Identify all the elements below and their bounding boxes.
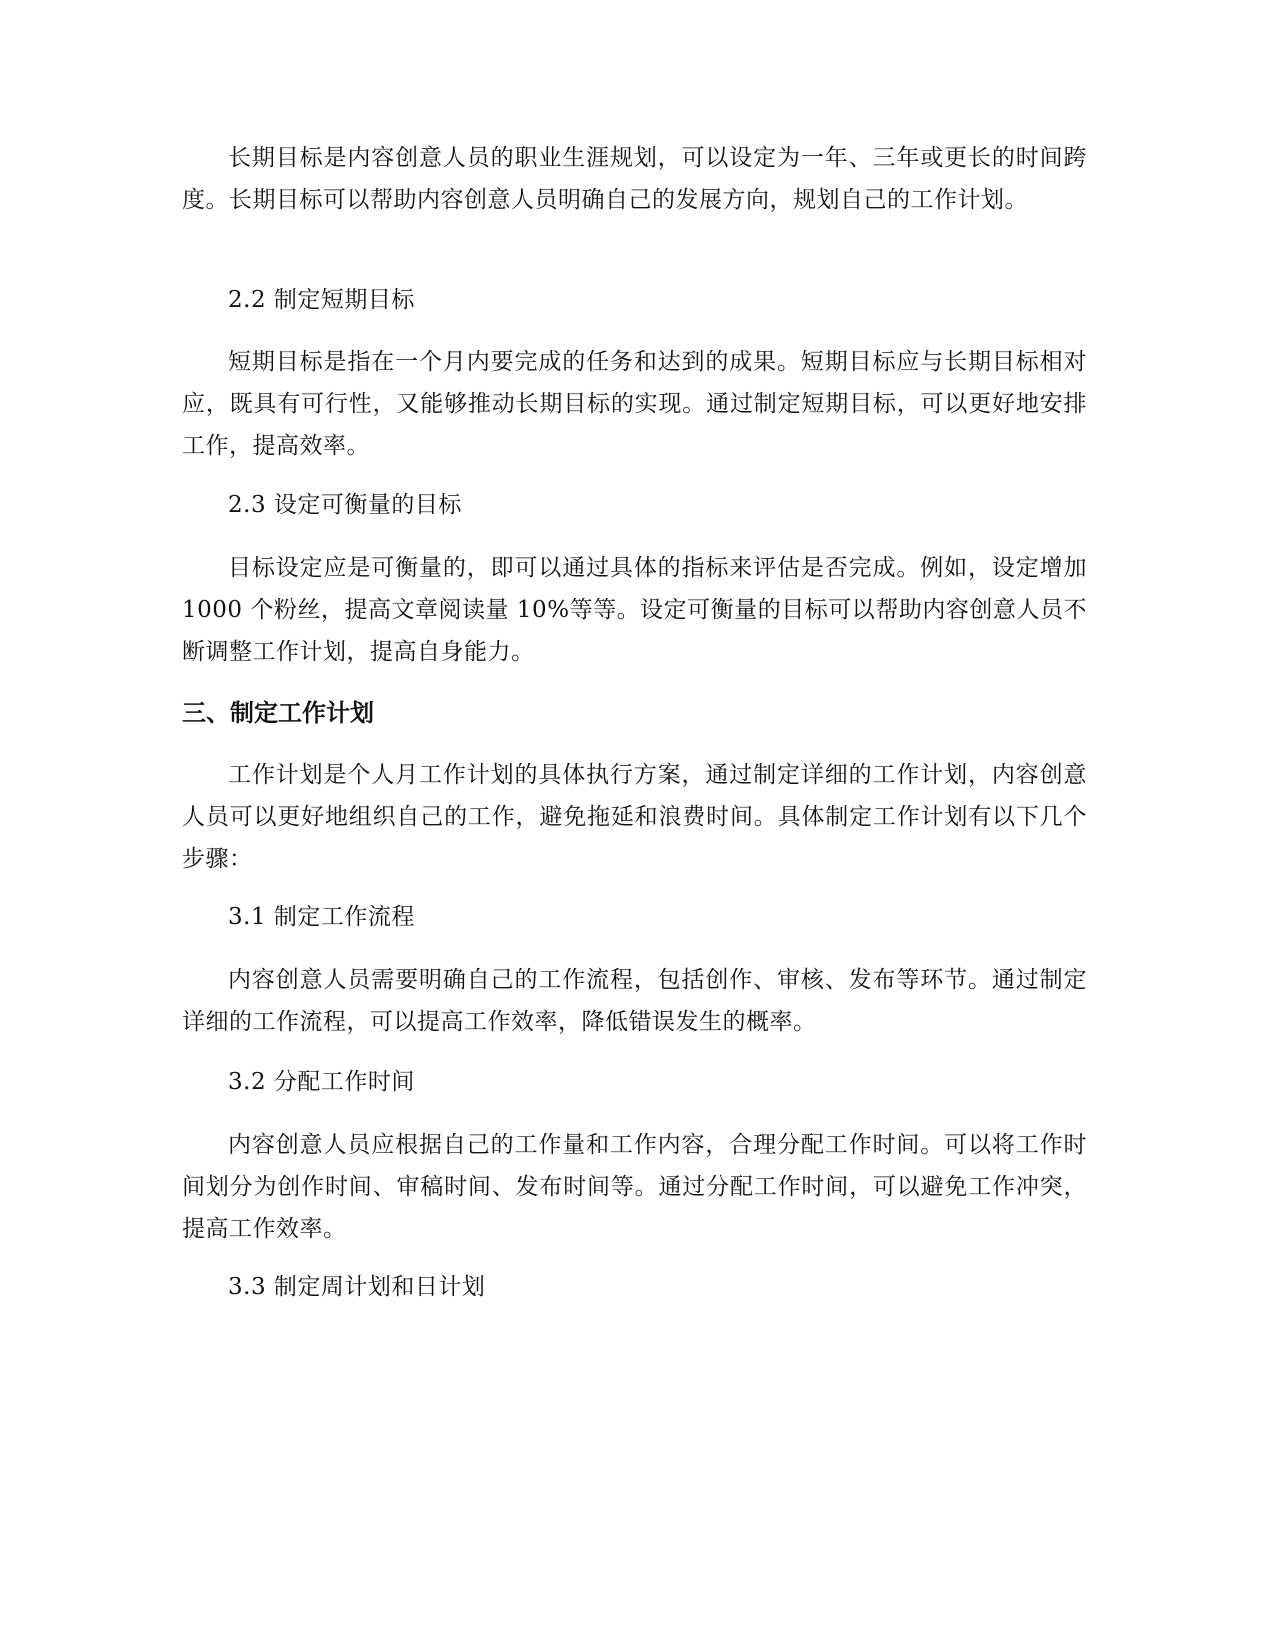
paragraph-time-allocation: 内容创意人员应根据自己的工作量和工作内容，合理分配工作时间。可以将工作时间划分为创作时间、审稿时间、发布时间等。通过分配工作时间，可以避免工作冲突，提高工作效率。 [182,1132,1087,1242]
paragraph-long-term-goals: 长期目标是内容创意人员的职业生涯规划，可以设定为一年、三年或更长的时间跨度。长期目标可以帮助内容创意人员明确自己的发展方向，规划自己的工作计划。 [182,145,1087,213]
paragraph-work-plan: 工作计划是个人月工作计划的具体执行方案，通过制定详细的工作计划，内容创意人员可以更好地组织自己的工作，避免拖延和浪费时间。具体制定工作计划有以下几个步骤： [182,762,1087,872]
paragraph-workflow: 内容创意人员需要明确自己的工作流程，包括创作、审核、发布等环节。通过制定详细的工作流程，可以提高工作效率，降低错误发生的概率。 [182,967,1087,1035]
subheading-3-2: 3.2 分配工作时间 [228,1069,415,1095]
subheading-2-2: 2.2 制定短期目标 [228,287,415,313]
paragraph-measurable-goals: 目标设定应是可衡量的，即可以通过具体的指标来评估是否完成。例如，设定增加 1000 个粉丝，提高文章阅读量 10%等等。设定可衡量的目标可以帮助内容创意人员不断调整工作计划，提高自身能力。 [182,555,1087,665]
subheading-2-3: 2.3 设定可衡量的目标 [228,492,462,518]
subheading-3-1: 3.1 制定工作流程 [228,904,415,930]
paragraph-short-term-goals: 短期目标是指在一个月内要完成的任务和达到的成果。短期目标应与长期目标相对应，既具有可行性，又能够推动长期目标的实现。通过制定短期目标，可以更好地安排工作，提高效率。 [182,349,1087,459]
subheading-3-3: 3.3 制定周计划和日计划 [228,1274,486,1300]
section-3-heading: 三、制定工作计划 [182,699,374,727]
